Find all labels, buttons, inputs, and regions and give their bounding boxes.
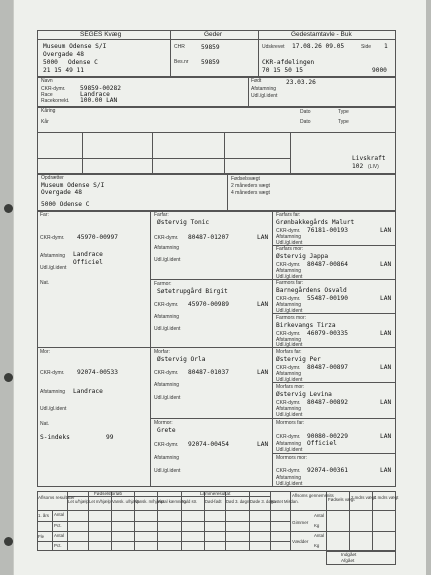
morfars-far-name: Østervig Per (276, 356, 321, 363)
status-box (326, 551, 396, 565)
dodfodt-label: Død-født (205, 499, 222, 504)
fodselsvaegt-label: Fødsels vægt (328, 497, 355, 502)
gimmer-label: Gimmer (292, 520, 309, 525)
gimmer-antal-label: Antal (314, 513, 325, 518)
dept-zip: 9000 (372, 67, 387, 74)
farfars-mor-ckr: 80487-00864 (307, 261, 348, 268)
farfar-label: Farfar: (154, 212, 169, 218)
farfar-ckr: 80487-01207 (188, 234, 229, 241)
dod3-label: Død 3. døgn (226, 499, 250, 504)
morfar-label: Morfar: (154, 349, 170, 355)
morfars-far-label: Morfars far: (276, 349, 302, 355)
farmors-mor-ckr: 46079-00335 (307, 330, 348, 337)
kaar-date-label: Dato (300, 119, 311, 125)
morfar-udl-label: Udl./gl.ident (154, 395, 181, 401)
mormors-far-afstamning-label: Afstamning (276, 441, 302, 447)
page-number: 1 (384, 43, 388, 50)
printed-date: 17.08.26 09.05 (292, 43, 345, 50)
kaaring-date-label: Dato (300, 109, 311, 115)
name-label: Navn (41, 78, 53, 84)
morfars-mor-afstamning-label: Afstamning (276, 406, 302, 412)
row-1-antal-label: Antal (54, 512, 65, 517)
kaar-type-label: Type (338, 119, 349, 125)
breeder-label: Opdrætter (41, 175, 64, 181)
vaedder-antal-label: Antal (314, 533, 325, 538)
m2-vaegt-label: 2 mdrs vægt (351, 495, 376, 500)
gimmer-kg-label: Kg (314, 523, 320, 528)
farfar-ckr-label: CKR-dymr. (154, 235, 179, 241)
org-title: SEGES Kvæg (80, 31, 122, 38)
morfars-mor-name: Østervig Levina (276, 391, 332, 398)
mormor-ckr: 92074-00454 (188, 441, 229, 448)
far-ckr-label: CKR-dymr. (40, 235, 65, 241)
farfars-mor-label: Farfars mor: (276, 246, 304, 252)
morfar-ckr-label: CKR-dymr. (154, 370, 179, 376)
mor-afstamning-label: Afstamning (40, 389, 66, 395)
farmors-far-ckr: 55487-00190 (307, 295, 348, 302)
mormors-mor-race: LAN (380, 467, 392, 474)
mormors-far-afstamning: Officiel (307, 440, 337, 447)
race-label: Race (41, 92, 53, 98)
sindeks-value: 99 (106, 434, 114, 441)
morfar-ckr: 80487-01037 (188, 369, 229, 376)
morfars-far-afstamning-label: Afstamning (276, 371, 302, 377)
mormors-mor-label: Mormors mor: (276, 455, 308, 461)
farmors-far-udl-label: Udl./gl.ident (276, 308, 303, 314)
row-fle-antal-label: Antal (54, 533, 65, 538)
species-title: Geder (204, 31, 223, 38)
morfars-mor-label: Morfars mor: (276, 384, 305, 390)
vansk-m-hjaelp-label: Vansk. m/hjælp (135, 499, 164, 504)
breeder-block (37, 174, 396, 211)
kuld-label: Kuld str. (182, 499, 198, 504)
farfar-udl-label: Udl./gl.ident (154, 257, 181, 263)
livskraft-unit: (LIV) (368, 164, 379, 170)
morfar-afstamning-label: Afstamning (154, 382, 180, 388)
row-fle-pct-label: Pct. (54, 543, 62, 548)
besnr-number: 59859 (201, 59, 220, 66)
vaedder-label: Vædder (292, 539, 309, 544)
racekorrekt-label: Racekorrekt. (41, 98, 70, 104)
breeder-name: Museum Odense S/I (41, 182, 105, 189)
lam-header: Lammeresultat (200, 491, 231, 496)
farfars-far-race: LAN (380, 227, 392, 234)
animal-ckr: 59859-00282 (80, 85, 121, 92)
afgaet-label: Afgået (341, 558, 355, 563)
farfars-far-name: Grønbakkegårds Malurt (276, 219, 355, 226)
besnr-label: Bes.nr (174, 59, 189, 65)
mor-ckr-label: CKR-dymr. (40, 370, 65, 376)
kaaring-type-label: Type (338, 109, 349, 115)
breeder-street: Overgade 48 (41, 189, 82, 196)
weight-2m-label: 2 måneders vægt (231, 183, 270, 189)
farfars-far-ckr-label: CKR-dymr. (276, 228, 301, 234)
owner-phone: 21 15 49 11 (43, 67, 84, 74)
farfars-mor-afstamning-label: Afstamning (276, 268, 302, 274)
farmor-ckr: 45970-00989 (188, 301, 229, 308)
mormor-label: Mormor: (154, 420, 173, 426)
mormors-far-ckr-label: CKR-dymr. (276, 434, 301, 440)
mormors-mor-udl-label: Udl./gl.ident (276, 481, 303, 487)
printed-label: Udskrevet (262, 44, 285, 50)
farfar-race: LAN (257, 234, 269, 241)
mormor-udl-label: Udl./gl.ident (154, 468, 181, 474)
far-ckr: 45970-00997 (77, 234, 118, 241)
farmors-far-ckr-label: CKR-dymr. (276, 296, 301, 302)
owner-city: Odense C (68, 59, 98, 66)
mormor-ckr-label: CKR-dymr. (154, 442, 179, 448)
farfars-mor-race: LAN (380, 261, 392, 268)
born-label: Født (251, 78, 262, 84)
kastet-label: Kastet Misdan. (271, 499, 299, 504)
vansk-u-hjaelp-label: Vansk. u/hjælp (112, 499, 140, 504)
indgaet-label: Indgået (341, 552, 357, 557)
weight-4m-label: 4 måneders vægt (231, 190, 270, 196)
page-label: Side (361, 44, 372, 50)
mormors-far-label: Mormors far: (276, 420, 305, 426)
farmor-afstamning-label: Afstamning (154, 314, 180, 320)
far-afstamning-label: Afstamning (40, 253, 66, 259)
farmors-mor-name: Birkevangs Tirza (276, 322, 336, 329)
kaaring-label: Kåring (41, 108, 56, 114)
farfars-far-ckr: 76181-00193 (307, 227, 348, 234)
morfars-far-race: LAN (380, 364, 392, 371)
farmor-name: Søtetrupgård Birgit (157, 288, 228, 295)
farmors-far-afstamning-label: Afstamning (276, 302, 302, 308)
mormor-afstamning-label: Afstamning (154, 455, 180, 461)
mormors-far-ckr: 90080-00229 (307, 433, 348, 440)
far-udl-label: Udl./gl.ident (40, 265, 67, 271)
morfars-far-ckr-label: CKR-dymr. (276, 365, 301, 371)
let-m-hjaelp-label: Let m/hjælp (89, 499, 111, 504)
m4-vaegt-label: 4 mdrs vægt (374, 495, 399, 500)
farmor-label: Farmor: (154, 281, 172, 287)
udl-label: Udl./gl.ident (251, 93, 278, 99)
farfars-mor-name: Østervig Jappa (276, 253, 329, 260)
farmor-udl-label: Udl./gl.ident (154, 326, 181, 332)
farmors-mor-afstamning-label: Afstamning (276, 337, 302, 343)
farfars-far-udl-label: Udl./gl.ident (276, 240, 303, 246)
animal-racekorrekt: 100.00 LAN (80, 97, 118, 104)
morfars-mor-ckr: 80487-00892 (307, 399, 348, 406)
far-label: Far: (40, 212, 49, 218)
mor-afstamning: Landrace (73, 388, 103, 395)
farmors-mor-ckr-label: CKR-dymr. (276, 331, 301, 337)
owner-name: Museum Odense S/I (43, 43, 107, 50)
row-1-aar-label: 1. års (38, 513, 49, 518)
morfar-race: LAN (257, 369, 269, 376)
dode3-label: Døde 3. døgn (250, 499, 276, 504)
morfars-mor-race: LAN (380, 399, 392, 406)
farfar-afstamning-label: Afstamning (154, 245, 180, 251)
mormor-name: Grete (157, 427, 176, 434)
morfar-name: Østervig Orla (157, 356, 206, 363)
breeder-city: 5000 Odense C (41, 201, 90, 208)
far-race: Landrace (73, 251, 103, 258)
kaar-label: Kår (41, 119, 49, 125)
mor-ckr: 92074-00533 (77, 369, 118, 376)
farfars-far-afstamning-label: Afstamning (276, 234, 302, 240)
farmor-ckr-label: CKR-dymr. (154, 302, 179, 308)
mormors-far-udl-label: Udl./gl.ident (276, 447, 303, 453)
punch-hole (4, 204, 13, 213)
farfar-name: Østervig Tonic (157, 219, 210, 226)
chr-number: 59859 (201, 44, 220, 51)
owner-postal: 5000 (43, 59, 58, 66)
punch-hole (4, 537, 13, 546)
morfars-far-ckr: 80487-00897 (307, 364, 348, 371)
aflsoms-label: Aflsoms resultater (38, 495, 75, 500)
kaaring-block (37, 107, 396, 174)
mormor-race: LAN (257, 441, 269, 448)
far-nat-label: Nat. (40, 280, 50, 286)
ckr-label: CKR-dymr. (41, 86, 66, 92)
mor-nat-label: Nat. (40, 421, 50, 427)
farmors-far-label: Farmors far: (276, 280, 304, 286)
mor-label: Mor: (40, 349, 50, 355)
let-u-hjaelp-label: Let u/hjælp (68, 499, 89, 504)
animal-race: Landrace (80, 91, 110, 98)
sindeks-label: S-indeks (40, 434, 70, 441)
fodsel-header: Fødselsforløb (94, 491, 123, 496)
dept-phone: 70 15 50 15 (262, 67, 303, 74)
farmors-far-race: LAN (380, 295, 392, 302)
farmors-mor-race: LAN (380, 330, 392, 337)
morfars-mor-udl-label: Udl./gl.ident (276, 412, 303, 418)
aflsoms-gennemsnit-label: Aflsoms gennemsnits (292, 493, 334, 498)
owner-street: Overgade 48 (43, 51, 84, 58)
mormors-far-race: LAN (380, 433, 392, 440)
mor-udl-label: Udl./gl.ident (40, 406, 67, 412)
document-title: Gedestamtavle - Buk (291, 31, 352, 38)
mormors-mor-ckr: 92074-00361 (307, 467, 348, 474)
mormors-mor-afstamning-label: Afstamning (276, 475, 302, 481)
dept-name: CKR-afdelingen (262, 59, 315, 66)
morfars-mor-ckr-label: CKR-dymr. (276, 400, 301, 406)
afstamning-label: Afstamning (251, 86, 277, 92)
livskraft-value: 102 (352, 163, 364, 170)
punch-hole (4, 373, 13, 382)
chr-label: CHR (174, 44, 185, 50)
farmor-race: LAN (257, 301, 269, 308)
farmors-mor-label: Farmors mor: (276, 315, 306, 321)
mormors-mor-ckr-label: CKR-dymr. (276, 468, 301, 474)
antal-kaemning-label: Antal kæmning (158, 499, 186, 504)
farfars-far-label: Farfars far: (276, 212, 301, 218)
morfars-far-udl-label: Udl./gl.ident (276, 377, 303, 383)
row-fle-label: Fle (38, 534, 45, 539)
farfars-mor-ckr-label: CKR-dymr. (276, 262, 301, 268)
livskraft-label: Livskraft (352, 155, 386, 162)
vaedder-kg-label: Kg (314, 543, 320, 548)
birthweight-label: Fødselsvægt (231, 176, 260, 182)
farfars-mor-udl-label: Udl./gl.ident (276, 274, 303, 280)
animal-born: 23.03.26 (286, 79, 316, 86)
farmors-mor-udl-label: Udl./gl.ident (276, 342, 303, 348)
far-afstamning: Officiel (73, 259, 103, 266)
farmors-far-name: Barnegårdens Osvald (276, 287, 347, 294)
row-1-pct-label: Pct. (54, 523, 62, 528)
